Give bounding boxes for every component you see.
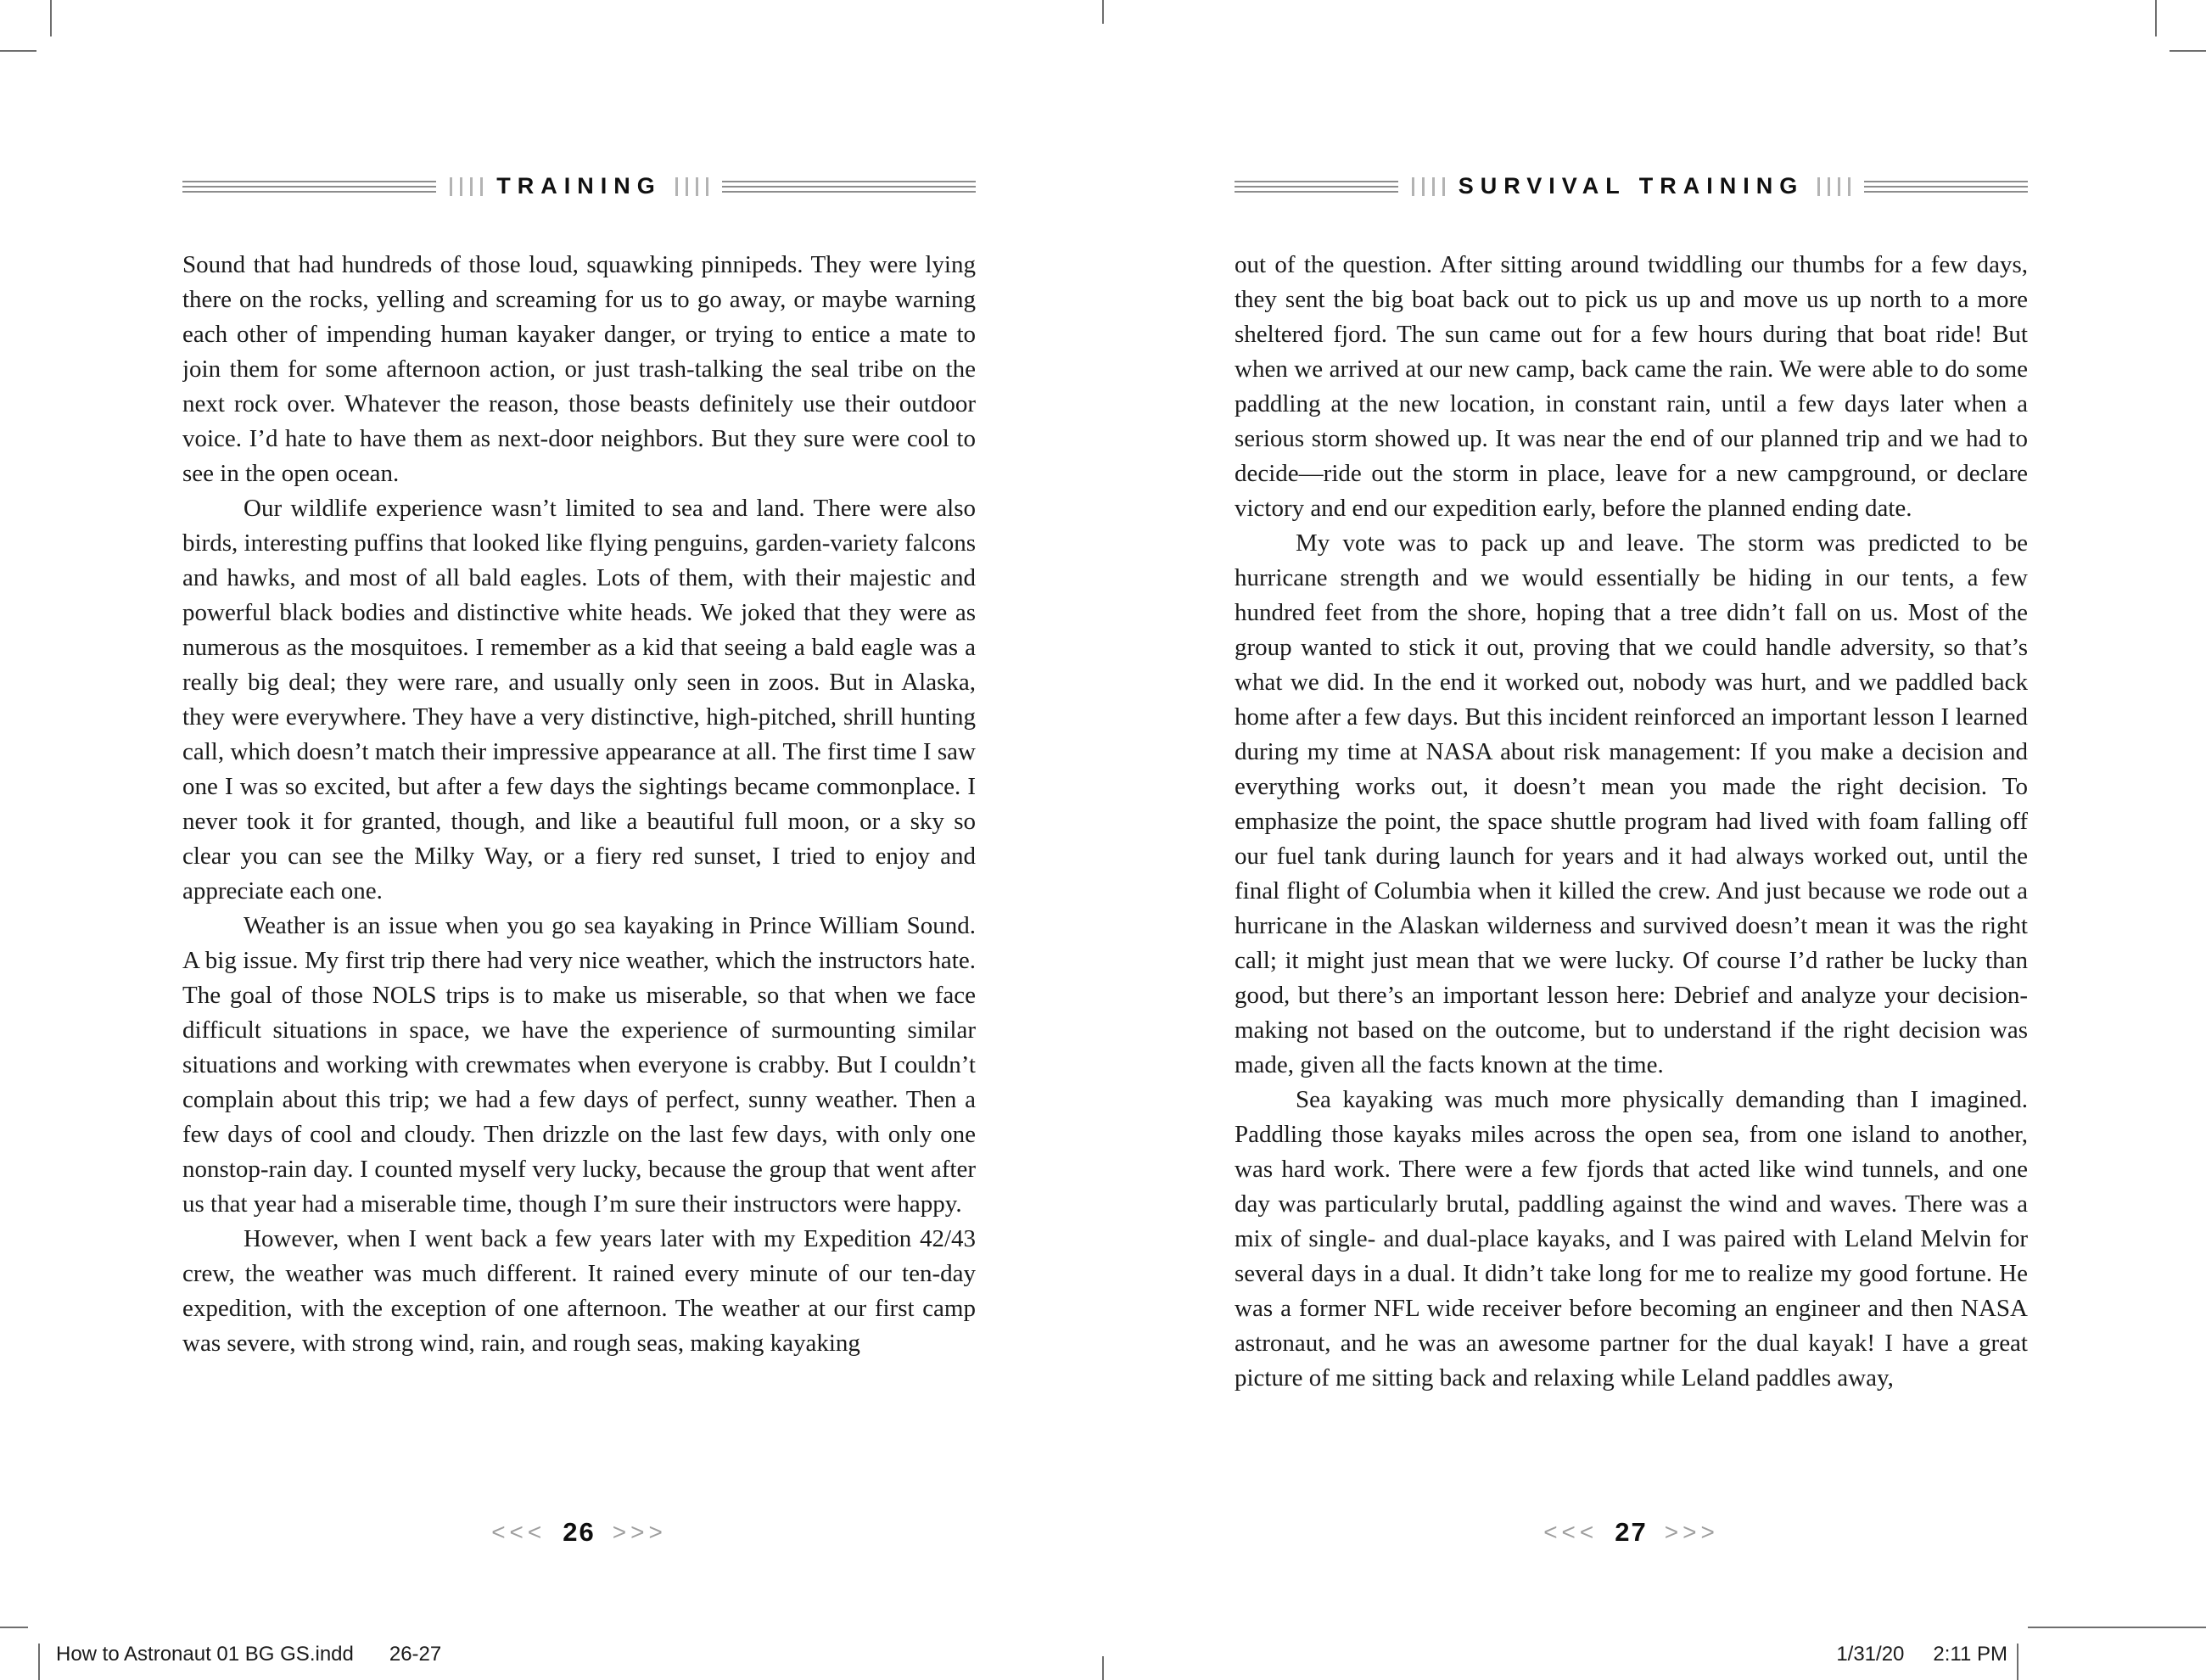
crop-mark-top-right-horizontal	[2170, 50, 2206, 52]
page-number: 26	[563, 1517, 596, 1547]
crop-mark-bottom-left-vertical	[38, 1644, 40, 1680]
chapter-header-left	[182, 170, 976, 204]
chevrons-left-icon: <<<	[1543, 1519, 1599, 1545]
crop-mark-bottom-right-horizontal	[2028, 1627, 2206, 1628]
header-rule-left-icon	[1235, 181, 1398, 193]
crop-mark-top-left-horizontal	[0, 50, 36, 52]
header-ticks-icon	[1817, 177, 1850, 196]
paragraph: However, when I went back a few years later with my Expedition 42/43 crew, the weather was much different. It rained every minute of our ten-day expedition, with the exception of one afternoon. The weather at our first camp was severe, with strong wind, rain, and rough seas, making kayaking	[182, 1225, 976, 1357]
crop-mark-bottom-center-vertical	[1102, 1656, 1104, 1680]
paragraph: My vote was to pack up and leave. The storm was predicted to be hurricane strength and we would essentially be hiding in our tents, a few hundred feet from the shore, hoping that a tree didn’t fall on us. Most of the group wanted to stick it out, proving that we could handle adversity, so that’s what we did. In the end it worked out, nobody was hurt, and we paddled back home after a few days. But this incident reinforced an important lesson I learned during my time at NASA about risk management: If you make a decision and everything works out, it doesn’t mean you made the right decision. To emphasize the point, the space shuttle program had lived with foam falling off our fuel tank during launch for years and it had always worked out, until the final flight of Columbia when it killed the crew. And just because we rode out a hurricane in the Alaskan wilderness and survived doesn’t mean it was the right call; it might just mean that we were lucky. Of course I’d rather be lucky than good, but there’s an important lesson here: Debrief and analyze your decision-making not based on the outcome, but to understand if the right decision was made, given all the facts known at the time.	[1235, 529, 2028, 1078]
header-ticks-icon	[450, 177, 483, 196]
chapter-title: TRAINING	[496, 172, 662, 199]
folio-left	[182, 1517, 976, 1548]
slug-date: 1/31/20	[1836, 1643, 1905, 1666]
crop-mark-top-right-vertical	[2155, 0, 2157, 36]
chevrons-right-icon: >>>	[612, 1519, 667, 1545]
paragraph: Our wildlife experience wasn’t limited to sea and land. There were also birds, interesting puffins that looked like flying penguins, garden-variety falcons and hawks, and most of all bald eagles. Lots of them, with their majestic and powerful black bodies and distinctive white heads. We joked that they were as numerous as the mosquitoes. I remember as a kid that seeing a bald eagle was a really big deal; they were rare, and usually only seen in zoos. But in Alaska, they were everywhere. They have a very distinctive, high-pitched, shrill hunting call, which doesn’t match their impressive appearance at all. The first time I saw one I was so excited, but after a few days the sightings became commonplace. I never took it for granted, though, and like a beautiful full moon, or a sky so clear you can see the Milky Way, or a fiery red sunset, I tried to enjoy and appreciate each one.	[182, 495, 976, 904]
body-text-left	[182, 248, 976, 1504]
page-right	[1235, 0, 2028, 1680]
chevrons-left-icon: <<<	[491, 1519, 546, 1545]
chapter-title: SURVIVAL TRAINING	[1458, 172, 1805, 199]
paragraph: Weather is an issue when you go sea kayaking in Prince William Sound. A big issue. My first trip there had very nice weather, which the instructors hate. The goal of those NOLS trips is to make us miserable, so that when we face difficult situations in space, we have the experience of surmounting similar situations and working with crewmates when everyone is crabby. But I couldn’t complain about this trip; we had a few days of perfect, sunny weather. Then a few days of cool and cloudy. Then drizzle on the last few days, with only one nonstop-rain day. I counted myself very lucky, because the group that went after us that year had a miserable time, though I’m sure their instructors were happy.	[182, 912, 976, 1218]
crop-mark-top-center-vertical	[1102, 0, 1104, 24]
header-ticks-icon	[675, 177, 708, 196]
header-rule-left-icon	[182, 181, 436, 193]
chapter-header-right	[1235, 170, 2028, 204]
paragraph: Sea kayaking was much more physically demanding than I imagined. Paddling those kayaks miles across the open sea, from one island to another, was hard work. There were a few fjords that acted like wind tunnels, and one day was particularly brutal, paddling against the wind and waves. There was a mix of single- and dual-place kayaks, and I was paired with Leland Melvin for several days in a dual. It didn’t take long for me to realize my good fortune. He was a former NFL wide receiver before becoming an engineer and then NASA astronaut, and he was an awesome partner for the dual kayak! I have a great picture of me sitting back and relaxing while Leland paddles away,	[1235, 1086, 2028, 1392]
paragraph: Sound that had hundreds of those loud, squawking pinnipeds. They were lying there on the rocks, yelling and screaming for us to go away, or maybe warning each other of impending human kayaker danger, or trying to entice a mate to join them for some afternoon action, or just trash-talking the seal tribe on the next rock over. Whatever the reason, those beasts definitely use their outdoor voice. I’d hate to have them as next-door neighbors. But they sure were cool to see in the open ocean.	[182, 251, 976, 487]
page-left	[182, 0, 976, 1680]
crop-mark-bottom-left-horizontal	[0, 1627, 28, 1628]
body-text-right	[1235, 248, 2028, 1504]
header-rule-right-icon	[722, 181, 976, 193]
slug-sheet: 26-27	[389, 1643, 442, 1666]
slug-filename: How to Astronaut 01 BG GS.indd	[56, 1643, 354, 1666]
header-ticks-icon	[1412, 177, 1445, 196]
slug-line-left	[56, 1643, 441, 1666]
folio-right	[1235, 1517, 2028, 1548]
slug-time: 2:11 PM	[1933, 1643, 2007, 1666]
chevrons-right-icon: >>>	[1664, 1519, 1719, 1545]
crop-mark-top-left-vertical	[50, 0, 52, 36]
header-rule-right-icon	[1864, 181, 2028, 193]
slug-line-right	[1836, 1643, 2007, 1666]
page-number: 27	[1615, 1517, 1648, 1547]
paragraph: out of the question. After sitting around twiddling our thumbs for a few days, they sent the big boat back out to pick us up and move us up north to a more sheltered fjord. The sun came out for a few hours during that boat ride! But when we arrived at our new camp, back came the rain. We were able to do some paddling at the new location, in constant rain, until a few days later when a serious storm showed up. It was near the end of our planned trip and we had to decide—ride out the storm in place, leave for a new campground, or declare victory and end our expedition early, before the planned ending date.	[1235, 251, 2028, 522]
